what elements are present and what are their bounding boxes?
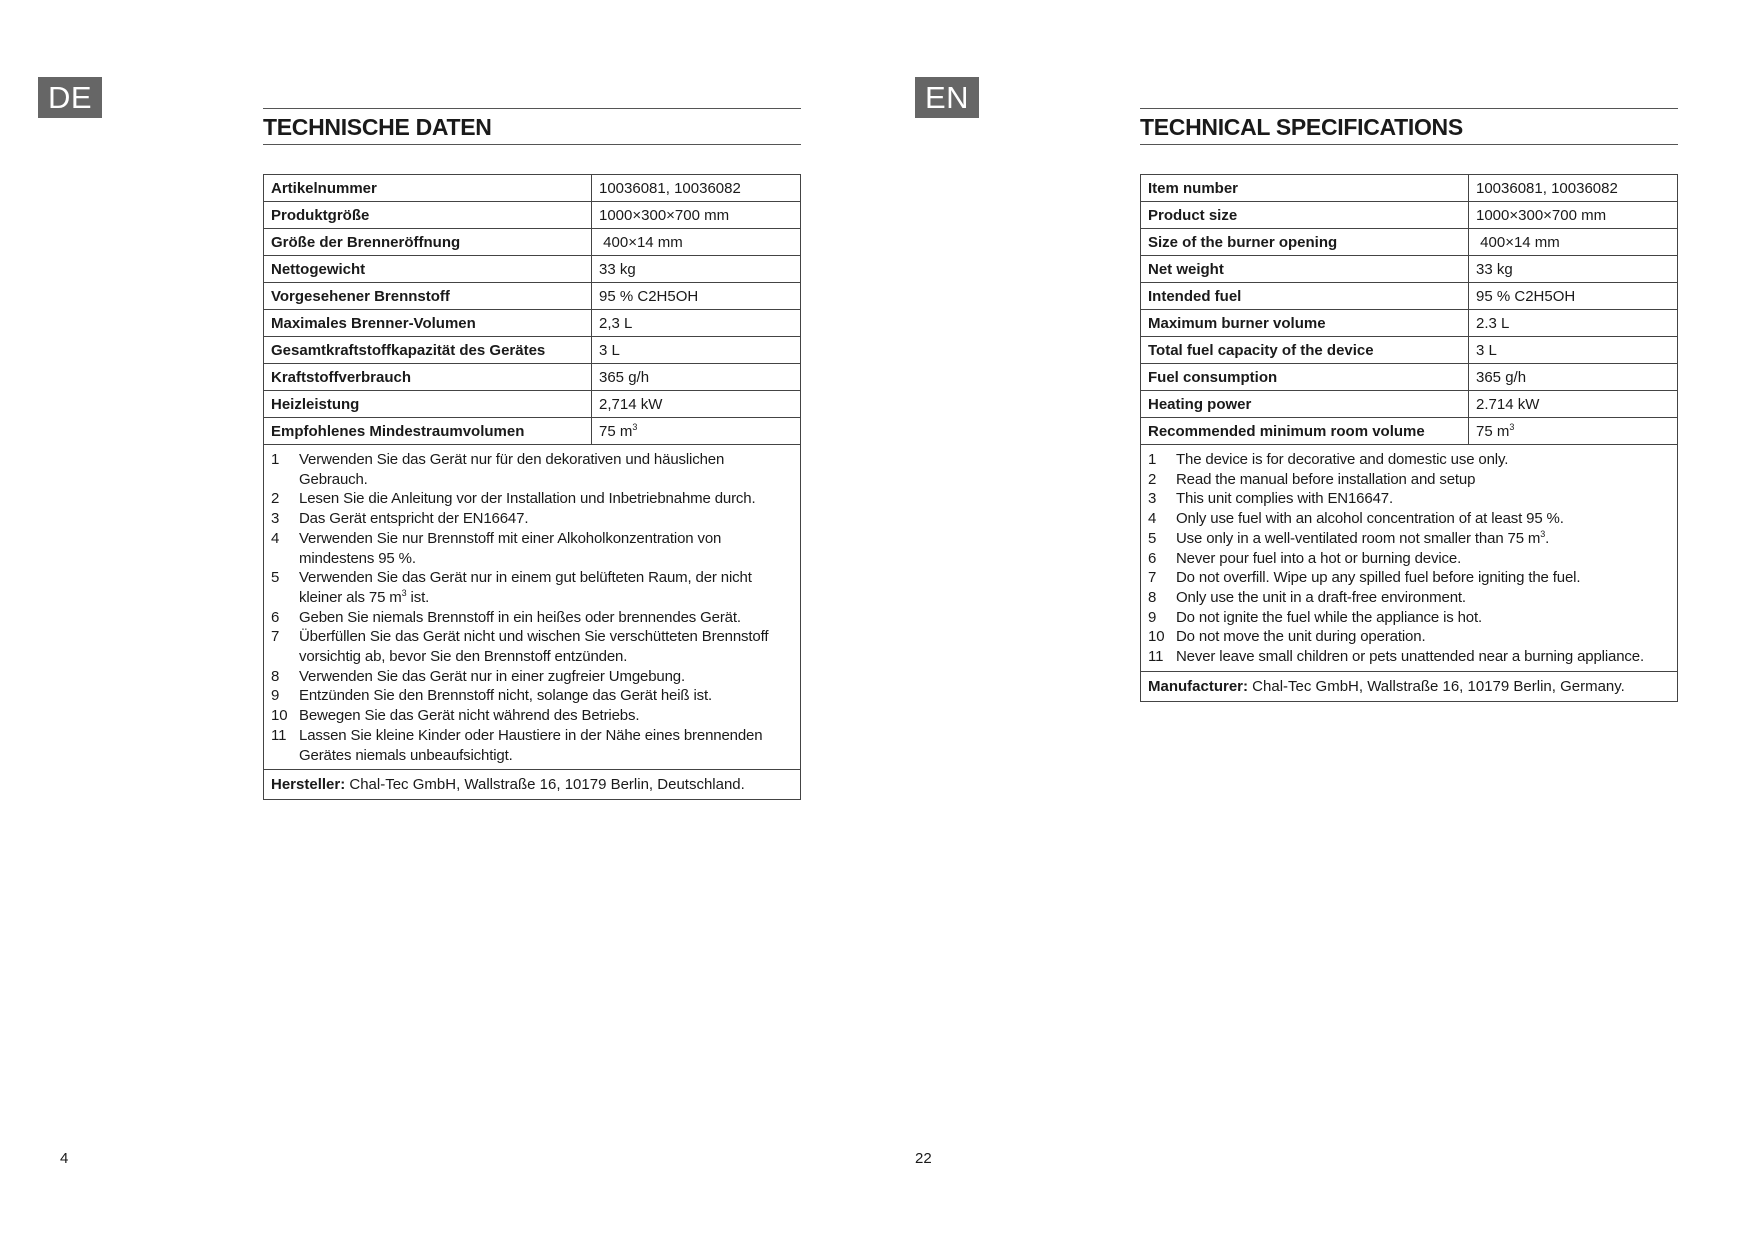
note-text: Do not move the unit during operation.: [1176, 628, 1426, 646]
note-number: 7: [271, 628, 280, 646]
note-text: Entzünden Sie den Brennstoff nicht, solange das Gerät heiß ist.: [299, 687, 713, 705]
table-row: [1141, 229, 1678, 256]
manufacturer-text: Chal-Tec GmbH, Wallstraße 16, 10179 Berlin, Germany.: [1248, 677, 1625, 695]
note-text: Verwenden Sie nur Brennstoff mit einer Alkoholkonzentration von mindestens 95 %.: [299, 529, 722, 567]
spec-label: Kraftstoffverbrauch: [264, 364, 592, 391]
note-number: 1: [1148, 451, 1157, 468]
spec-label: Heating power: [1141, 391, 1469, 418]
spec-label: Maximum burner volume: [1141, 310, 1469, 337]
spec-value-text: 75 m: [1476, 422, 1510, 440]
table-row: [1141, 418, 1678, 445]
list-item: [1148, 588, 1670, 608]
table-row: [1141, 256, 1678, 283]
list-item: [271, 608, 793, 628]
note-text: Only use the unit in a draft-free environment.: [1176, 588, 1466, 606]
spec-label: Artikelnummer: [264, 175, 592, 202]
table-row: [264, 256, 801, 283]
notes-row: [1141, 445, 1678, 672]
note-text: Lesen Sie die Anleitung vor der Installation und Inbetriebnahme durch.: [299, 490, 756, 508]
language-badge: EN: [915, 77, 979, 118]
note-text: Das Gerät entspricht der EN16647.: [299, 510, 529, 528]
manufacturer-cell: [1141, 671, 1678, 701]
spec-table: [263, 174, 801, 800]
spec-value: 400×14 mm: [592, 229, 801, 256]
spec-value: 3 L: [1469, 337, 1678, 364]
table-row: [264, 391, 801, 418]
spec-label: Total fuel capacity of the device: [1141, 337, 1469, 364]
manufacturer-row: [1141, 671, 1678, 701]
note-text-part: Use only in a well-ventilated room not smaller than 75 m: [1176, 529, 1541, 547]
note-number: 3: [271, 510, 280, 528]
note-text: Never leave small children or pets unattended near a burning appliance.: [1176, 648, 1644, 666]
spec-label: Größe der Brenneröffnung: [264, 229, 592, 256]
notes-cell: [264, 445, 801, 770]
page-number: 22: [915, 1150, 932, 1167]
list-item: [271, 509, 793, 529]
manufacturer-row: [264, 770, 801, 800]
note-text: Do not ignite the fuel while the appliance is hot.: [1176, 608, 1483, 626]
spec-value: 400×14 mm: [1469, 229, 1678, 256]
note-text-part: ist.: [406, 588, 430, 606]
list-item: [1148, 489, 1670, 509]
spec-value: 2.714 kW: [1469, 391, 1678, 418]
spec-value: 2,3 L: [592, 310, 801, 337]
note-number: 4: [271, 529, 280, 547]
list-item: [271, 489, 793, 509]
note-text: [299, 568, 793, 607]
note-number: 5: [1148, 529, 1157, 547]
list-item: [1148, 470, 1670, 490]
spec-value: 33 kg: [1469, 256, 1678, 283]
list-item: [271, 706, 793, 726]
note-number: 9: [271, 687, 280, 705]
note-number: 2: [271, 490, 280, 508]
note-text: Read the manual before installation and setup: [1176, 470, 1476, 488]
spec-value: [1469, 418, 1678, 445]
spec-value: 95 % C2H5OH: [592, 283, 801, 310]
note-number: 10: [1148, 628, 1165, 646]
table-row: [1141, 337, 1678, 364]
safety-notes-list: [1148, 450, 1670, 667]
spec-value: [592, 418, 801, 445]
spec-label: Size of the burner opening: [1141, 229, 1469, 256]
note-text: Überfüllen Sie das Gerät nicht und wischen Sie verschütteten Brennstoff vorsichtig ab, bevor Sie den Brennstoff entzünden.: [299, 628, 769, 666]
note-number: 8: [271, 667, 280, 685]
spec-value: 2,714 kW: [592, 391, 801, 418]
section-title: TECHNISCHE DATEN: [263, 108, 801, 145]
list-item: [1148, 568, 1670, 588]
table-row: [1141, 310, 1678, 337]
list-item: [1148, 450, 1670, 470]
note-number: 5: [271, 569, 280, 587]
note-text: [1176, 529, 1670, 549]
note-number: 1: [271, 451, 280, 468]
table-row: [264, 229, 801, 256]
note-text: Only use fuel with an alcohol concentration of at least 95 %.: [1176, 510, 1564, 528]
list-item: [271, 627, 793, 666]
spec-label: Intended fuel: [1141, 283, 1469, 310]
table-row: [264, 175, 801, 202]
list-item: [271, 667, 793, 687]
note-text: Lassen Sie kleine Kinder oder Haustiere in der Nähe eines brennenden Gerätes niemals unbeaufsichtigt.: [299, 726, 763, 764]
table-row: [264, 310, 801, 337]
table-row: [264, 337, 801, 364]
spec-value: 33 kg: [592, 256, 801, 283]
list-item: [1148, 608, 1670, 628]
spec-value: 10036081, 10036082: [1469, 175, 1678, 202]
list-item: [271, 568, 793, 607]
note-text: Never pour fuel into a hot or burning device.: [1176, 549, 1462, 567]
spec-label: Produktgröße: [264, 202, 592, 229]
spec-value-text: 75 m: [599, 422, 633, 440]
list-item: [1148, 647, 1670, 667]
spec-value: 3 L: [592, 337, 801, 364]
table-row: [264, 418, 801, 445]
note-text-part: Verwenden Sie das Gerät nur in einem gut belüfteten Raum, der nicht kleiner als 75 m: [299, 569, 752, 606]
language-badge: DE: [38, 77, 102, 118]
page-number: 4: [60, 1150, 69, 1167]
note-number: 7: [1148, 569, 1157, 587]
note-text: Geben Sie niemals Brennstoff in ein heißes oder brennendes Gerät.: [299, 608, 741, 626]
note-number: 9: [1148, 608, 1157, 626]
superscript: 3: [1509, 421, 1515, 432]
list-item: [271, 450, 793, 489]
manufacturer-cell: [264, 770, 801, 800]
note-number: 2: [1148, 470, 1157, 488]
spec-label: Vorgesehener Brennstoff: [264, 283, 592, 310]
note-text: Bewegen Sie das Gerät nicht während des Betriebs.: [299, 707, 640, 725]
table-row: [1141, 283, 1678, 310]
table-row: [1141, 175, 1678, 202]
spec-value: 2.3 L: [1469, 310, 1678, 337]
note-text: The device is for decorative and domestic use only.: [1176, 451, 1509, 468]
list-item: [1148, 627, 1670, 647]
superscript: 3: [632, 421, 638, 432]
spec-value: 365 g/h: [1469, 364, 1678, 391]
spec-label: Nettogewicht: [264, 256, 592, 283]
manufacturer-text: Chal-Tec GmbH, Wallstraße 16, 10179 Berlin, Deutschland.: [345, 776, 745, 794]
spec-value: 10036081, 10036082: [592, 175, 801, 202]
list-item: [1148, 529, 1670, 549]
section-title: TECHNICAL SPECIFICATIONS: [1140, 108, 1678, 145]
spec-label: Product size: [1141, 202, 1469, 229]
table-row: [264, 202, 801, 229]
list-item: [271, 686, 793, 706]
spec-label: Heizleistung: [264, 391, 592, 418]
notes-row: [264, 445, 801, 770]
note-number: 8: [1148, 588, 1157, 606]
spec-label: Net weight: [1141, 256, 1469, 283]
spec-value: 365 g/h: [592, 364, 801, 391]
note-text: Do not overfill. Wipe up any spilled fuel before igniting the fuel.: [1176, 569, 1581, 587]
manufacturer-label: Manufacturer:: [1148, 677, 1249, 695]
safety-notes-list: [271, 450, 793, 765]
note-number: 6: [271, 608, 280, 626]
note-number: 10: [271, 707, 288, 725]
spec-label: Recommended minimum room volume: [1141, 418, 1469, 445]
notes-cell: [1141, 445, 1678, 672]
spec-value: 1000×300×700 mm: [1469, 202, 1678, 229]
superscript: 3: [1540, 528, 1546, 539]
note-number: 11: [1148, 648, 1164, 666]
spec-value: 95 % C2H5OH: [1469, 283, 1678, 310]
table-row: [1141, 364, 1678, 391]
spec-label: Empfohlenes Mindestraumvolumen: [264, 418, 592, 445]
note-text: Verwenden Sie das Gerät nur für den dekorativen und häuslichen Gebrauch.: [299, 451, 725, 488]
list-item: [271, 529, 793, 568]
page-en: [877, 0, 1754, 1239]
spec-label: Fuel consumption: [1141, 364, 1469, 391]
spec-label: Item number: [1141, 175, 1469, 202]
note-text: This unit complies with EN16647.: [1176, 490, 1393, 508]
note-number: 3: [1148, 490, 1157, 508]
list-item: [1148, 549, 1670, 569]
superscript: 3: [401, 587, 407, 598]
note-number: 6: [1148, 549, 1157, 567]
spec-label: Gesamtkraftstoffkapazität des Gerätes: [264, 337, 592, 364]
note-number: 11: [271, 726, 287, 744]
list-item: [271, 726, 793, 765]
note-text-part: .: [1545, 529, 1550, 547]
manufacturer-label: Hersteller:: [271, 776, 346, 794]
spec-value: 1000×300×700 mm: [592, 202, 801, 229]
table-row: [264, 283, 801, 310]
spec-table: [1140, 174, 1678, 702]
table-row: [1141, 202, 1678, 229]
table-row: [264, 364, 801, 391]
note-number: 4: [1148, 510, 1157, 528]
list-item: [1148, 509, 1670, 529]
note-text: Verwenden Sie das Gerät nur in einer zugfreier Umgebung.: [299, 667, 685, 685]
spec-label: Maximales Brenner-Volumen: [264, 310, 592, 337]
table-row: [1141, 391, 1678, 418]
